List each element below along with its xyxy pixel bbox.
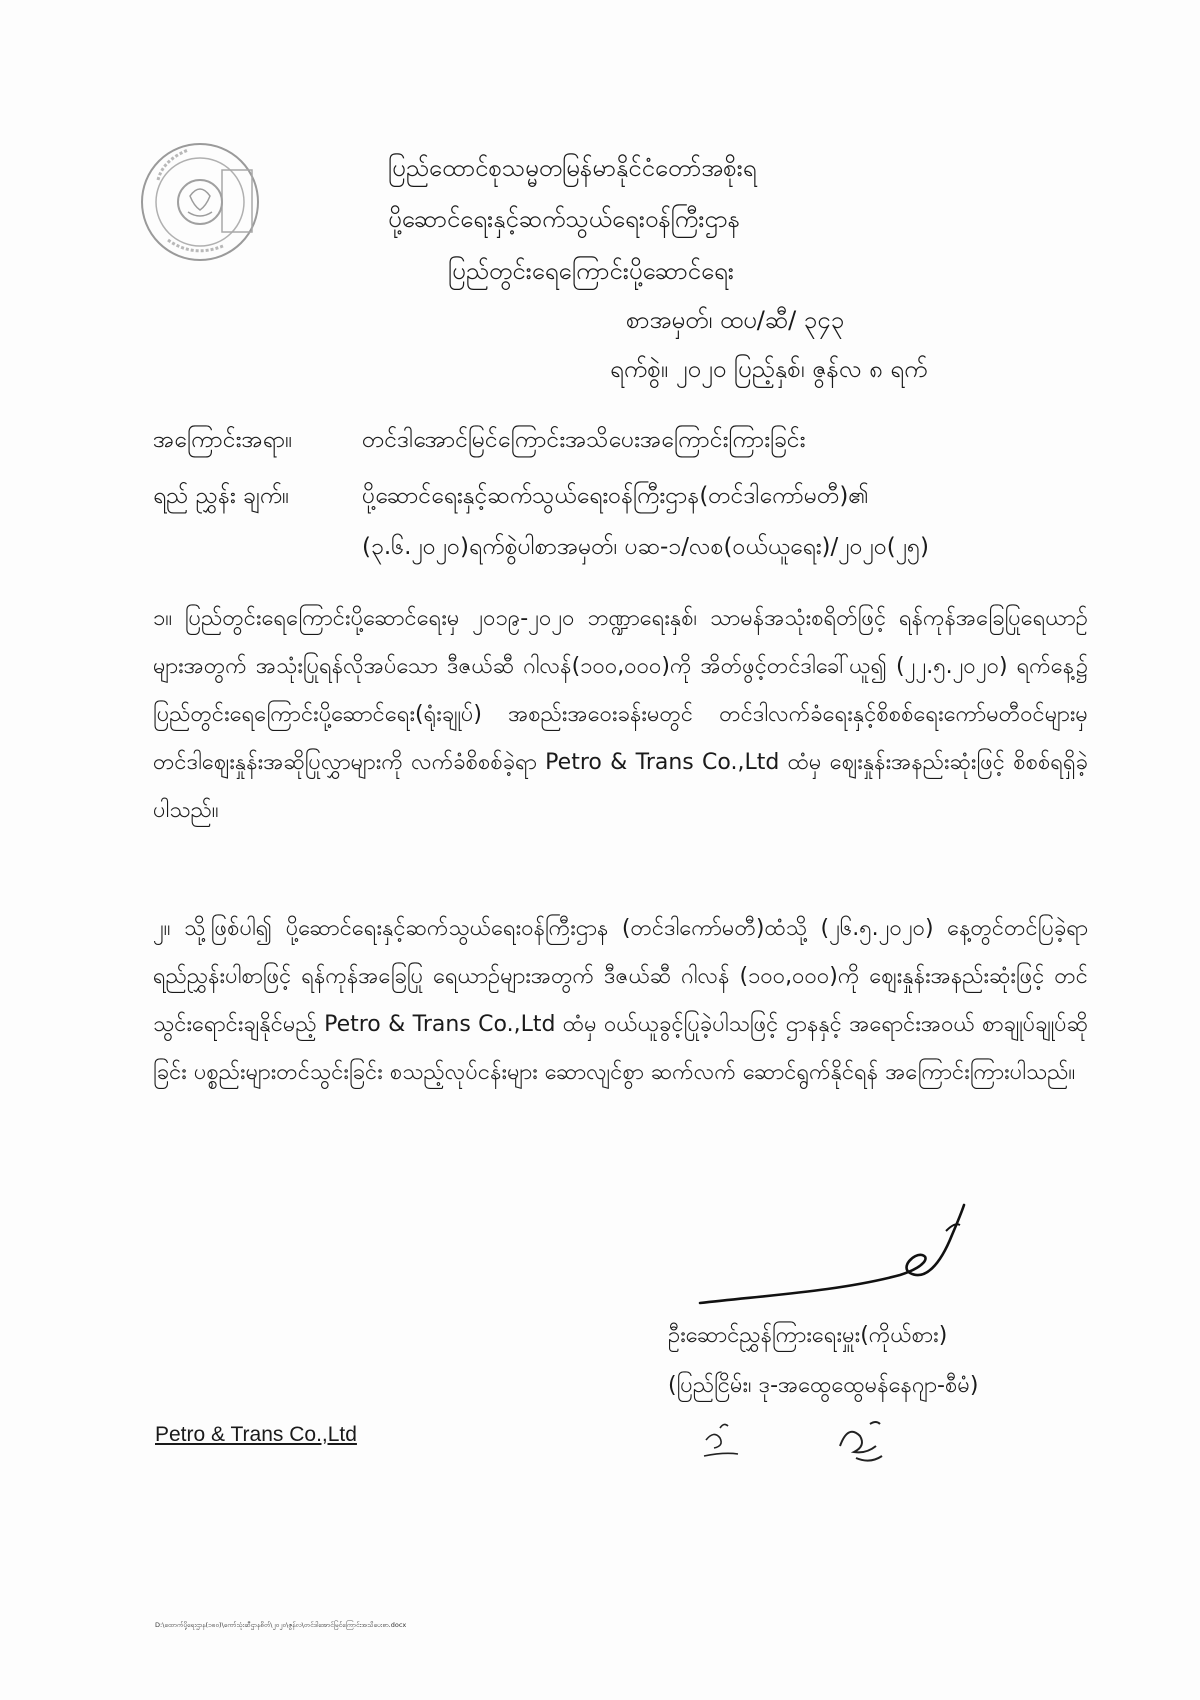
initials-icon — [700, 1410, 920, 1470]
reference-line-2: (၃.၆.၂၀၂၀)ရက်စွဲပါစာအမှတ်၊ ပဆ-၁/လစ(ဝယ်ယူရေး)/၂၀၂၀(၂၅) — [362, 534, 929, 560]
header-ministry: ပို့ဆောင်ရေးနှင့်ဆက်သွယ်ရေးဝန်ကြီးဌာန — [388, 205, 740, 233]
paragraph-2: ၂။ သို့ဖြစ်ပါ၍ ပို့ဆောင်ရေးနှင့်ဆက်သွယ်ရေးဝန်ကြီးဌာန (တင်ဒါကော်မတီ)ထံသို့ (၂၆.၅.၂၀၂၀) နေ့တွင်တင်ပြခဲ့ရာ ရည်ညွှန်းပါစာဖြင့် ရန်ကုန်အခြေပြု ရေယာဉ်များအတွက် ဒီဇယ်ဆီ ဂါလန် (၁၀၀,၀၀၀)ကို ဈေးနှုန်းအနည်းဆုံးဖြင့် တင်သွင်းရောင်းချနိုင်မည့် Petro & Trans Co.,Ltd ထံမှ ဝယ်ယူခွင့်ပြုခဲ့ပါသဖြင့် ဌာနနှင့် အရောင်းအဝယ် စာချုပ်ချုပ်ဆိုခြင်း ပစ္စည်းများတင်သွင်းခြင်း စသည့်လုပ်ငန်းများ ဆောလျင်စွာ ဆက်လက် ဆောင်ရွက်နိုင်ရန် အကြောင်းကြားပါသည်။ — [153, 916, 1088, 1085]
letter-number: စာအမှတ်၊ ထပ/ဆီ/ ၃၄၃ — [626, 306, 845, 334]
header-government: ပြည်ထောင်စုသမ္မတမြန်မာနိုင်ငံတော်အစိုးရ — [388, 154, 757, 182]
reference-label: ရည် ညွှန်း ချက်။ — [153, 483, 290, 509]
header-department: ပြည်တွင်းရေကြောင်းပို့ဆောင်ရေး — [448, 257, 734, 285]
subject-text: တင်ဒါအောင်မြင်ကြောင်းအသိပေးအကြောင်းကြားခြင်း — [362, 427, 806, 453]
signatory-name: ဦးဆောင်ညွှန်ကြားရေးမှူး(ကိုယ်စား) — [668, 1323, 948, 1348]
footer-file-path: D:\ထောက်ပို့ရေးဌာန(၁၈၀)\ကော်သုံးဆီဌာနစိတ်\၂၀၂၀\ဇွန်လ\တင်ဒါအောင်မြင်ကြောင်းအသိပေးစာ.docx — [155, 1621, 407, 1629]
official-seal-icon — [138, 140, 263, 265]
reference-line-1: ပို့ဆောင်ရေးနှင့်ဆက်သွယ်ရေးဝန်ကြီးဌာန(တင်ဒါကော်မတီ)၏ — [362, 483, 869, 509]
signature-icon — [690, 1195, 990, 1315]
subject-label: အကြောင်းအရာ။ — [153, 427, 293, 453]
letter-date: ရက်စွဲ။ ၂၀၂၀ ပြည့်နှစ်၊ ဇွန်လ ၈ ရက် — [610, 355, 928, 383]
signatory-title: (ပြည်ငြိမ်း၊ ဒု-အထွေထွေမန်နေဂျာ-စီမံ) — [668, 1373, 979, 1398]
recipient-company: Petro & Trans Co.,Ltd — [155, 1423, 357, 1446]
paragraph-1: ၁။ ပြည်တွင်းရေကြောင်းပို့ဆောင်ရေးမှ ၂၀၁၉-၂၀၂၀ ဘဏ္ဍာရေးနှစ်၊ သာမန်အသုံးစရိတ်ဖြင့် ရန်ကုန်အခြေပြုရေယာဉ်များအတွက် အသုံးပြုရန်လိုအပ်သော ဒီဇယ်ဆီ ဂါလန်(၁၀၀,၀၀၀)ကို အိတ်ဖွင့်တင်ဒါခေါ်ယူ၍ (၂၂.၅.၂၀၂၀) ရက်နေ့၌ ပြည်တွင်းရေကြောင်းပို့ဆောင်ရေး(ရုံးချုပ်) အစည်းအဝေးခန်းမတွင် တင်ဒါလက်ခံရေးနှင့်စိစစ်ရေးကော်မတီဝင်များမှ တင်ဒါဈေးနှုန်းအဆိုပြုလွှာများကို လက်ခံစိစစ်ခဲ့ရာ Petro & Trans Co.,Ltd ထံမှ ဈေးနှုန်းအနည်းဆုံးဖြင့် စိစစ်ရရှိခဲ့ပါသည်။ — [153, 606, 1088, 823]
